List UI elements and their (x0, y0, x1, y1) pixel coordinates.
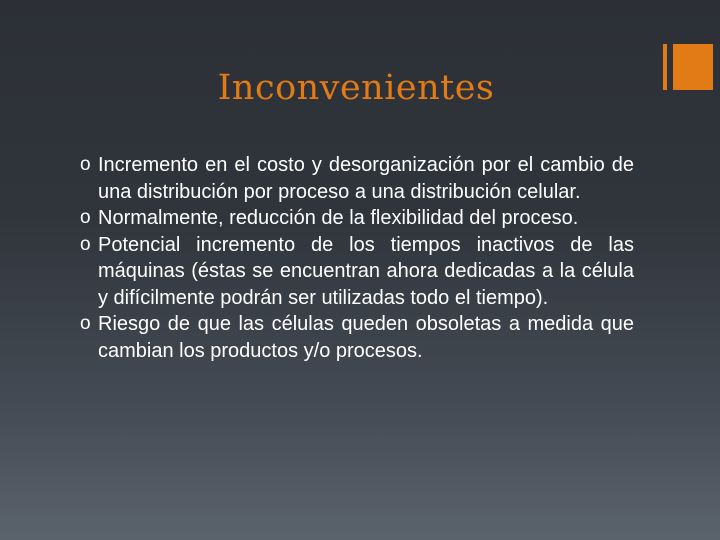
bullet-item (80, 232, 634, 312)
bullet-marker-icon: o (80, 233, 91, 255)
bullet-marker-icon: o (80, 313, 91, 334)
bullet-item (80, 152, 634, 205)
bullet-item (80, 205, 634, 232)
accent-thin-bar (663, 44, 667, 90)
bullet-text: Normalmente, reducción de la flexibilidad del proceso. (98, 207, 579, 229)
bullet-marker-icon: o (80, 207, 91, 228)
bullet-text: Riesgo de que las células queden obsoletas a medida que cambian los productos y/o procesos. (98, 313, 634, 362)
slide-title: Inconvenientes (217, 68, 495, 108)
accent-thick-bar (673, 44, 713, 90)
bullet-item (80, 311, 634, 364)
bullet-text: Potencial incremento de los tiempos inactivos de las máquinas (éstas se encuentran ahora dedicadas a la célula y difícilmente podrán ser utilizadas todo el tiempo). (98, 233, 634, 309)
bullet-marker-icon: o (80, 154, 91, 175)
accent-bar-decoration (663, 44, 713, 90)
bullet-text: Incremento en el costo y desorganización por el cambio de una distribución por proceso a una distribución celular. (98, 154, 634, 203)
bullet-list (80, 152, 634, 364)
